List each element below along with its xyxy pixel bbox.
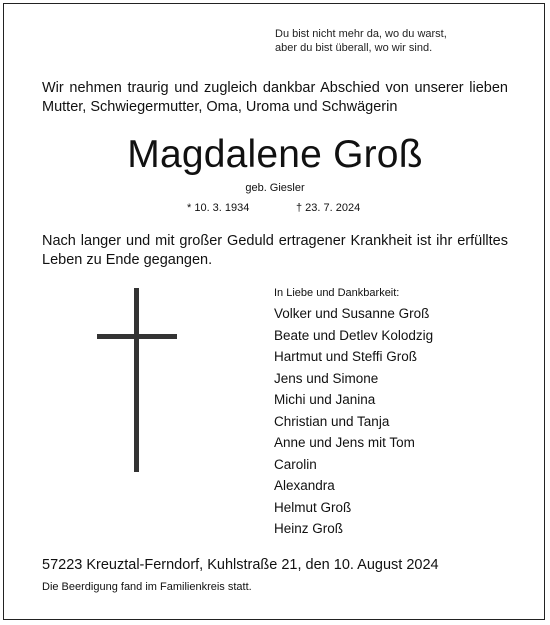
motto-line-2: aber du bist überall, wo wir sind. [275,42,433,54]
cross-horizontal-bar [97,334,177,339]
mourner-item: Carolin [274,456,317,472]
death-date: † 23. 7. 2024 [296,202,361,214]
motto-quote [275,27,447,55]
mourner-item: Hartmut und Steffi Groß [274,349,418,364]
mourner-item: Jens und Simone [274,370,379,386]
mourner-item: Alexandra [274,478,335,493]
funeral-note: Die Beerdigung fand im Familienkreis statt. [42,581,252,593]
mourner-item: Anne und Jens mit Tom [274,435,415,450]
birth-date: * 10. 3. 1934 [187,202,250,214]
mourner-item: Volker und Susanne Groß [274,306,430,321]
mourners-intro: In Liebe und Dankbarkeit: [274,287,400,299]
mourner-item: Michi und Janina [274,392,376,407]
cross-vertical-bar [134,288,139,472]
mourners-list [274,303,433,540]
mourner-item: Christian und Tanja [274,413,390,429]
maiden-name: geb. Giesler [245,182,305,194]
mourner-item: Helmut Groß [274,499,352,515]
address-date-line: 57223 Kreuztal-Ferndorf, Kuhlstraße 21, den 10. August 2024 [42,557,439,573]
deceased-name: Magdalene Groß [127,133,423,176]
intro-text: Wir nehmen traurig und zugleich dankbar Abschied von unserer lieben Mutter, Schwiegermutter, Oma, Uroma und Schwägerin [42,80,508,115]
mourner-item: Beate und Detlev Kolodzig [274,327,434,343]
mourner-item: Heinz Groß [274,521,344,536]
motto-line-1: Du bist nicht mehr da, wo du warst, [275,28,447,40]
condolence-text: Nach langer und mit großer Geduld ertragener Krankheit ist ihr erfülltes Leben zu Ende gegangen. [42,233,508,268]
